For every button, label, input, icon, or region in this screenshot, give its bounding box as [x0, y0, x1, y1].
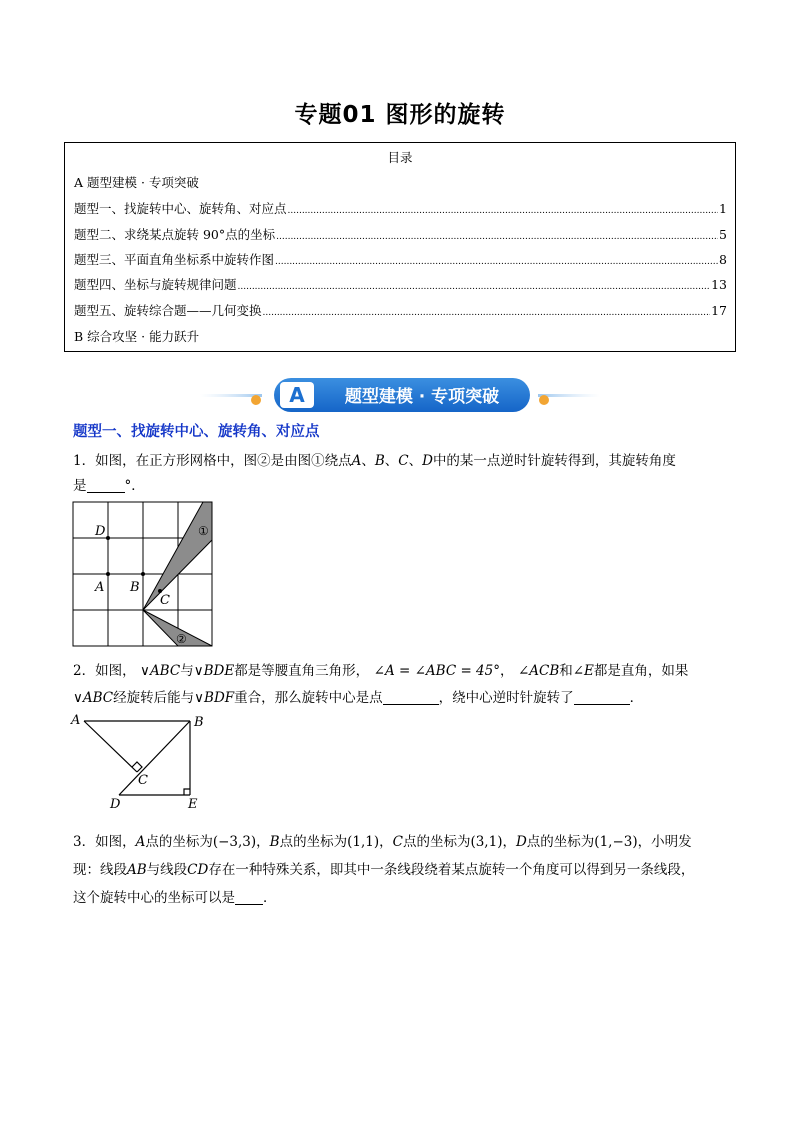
q3-line2: 现：线段AB与线段CD存在一种特殊关系，即其中一条线段绕着某点旋转一个角度可以得到另一条线段，: [73, 862, 695, 878]
q2-line2: ∨ABC经旋转后能与∨BDF重合，那么旋转中心是点 ，绕中心逆时针旋转了 ．: [73, 690, 644, 706]
svg-text:A: A: [95, 580, 105, 595]
toc-item[interactable]: 题型三、平面直角坐标系中旋转作图 ..... 8: [74, 250, 727, 268]
toc-part-a[interactable]: A 题型建模 · 专项突破: [74, 175, 199, 190]
banner-right-dot: [539, 395, 549, 405]
toc-item[interactable]: 题型一、找旋转中心、旋转角、对应点 ..... 1: [74, 199, 727, 217]
toc-item[interactable]: 题型二、求绕某点旋转 90°点的坐标 ..... 5: [74, 225, 727, 243]
svg-text:E: E: [188, 797, 198, 810]
svg-text:②: ②: [176, 632, 187, 646]
svg-text:C: C: [138, 773, 148, 788]
section-banner: [200, 374, 600, 418]
banner-text: 题型建模 · 专项突破: [344, 387, 500, 407]
toc-item[interactable]: 题型四、坐标与旋转规律问题 ..... 13: [74, 275, 727, 293]
q2-answer-blank-1[interactable]: [383, 690, 439, 705]
table-of-contents: [64, 142, 736, 352]
q3-line1: 3．如图，A点的坐标为(−3,3)，B点的坐标为(1,1)，C点的坐标为(3,1)，D点的坐标为(1,−3)，小明发: [73, 834, 692, 850]
svg-text:B: B: [130, 580, 140, 595]
banner-letter: A: [289, 383, 305, 407]
q3-answer-blank[interactable]: [235, 890, 263, 905]
svg-text:D: D: [110, 797, 121, 810]
q1-line2: 是 °．: [73, 478, 145, 494]
q2-triangle-figure: [68, 710, 218, 810]
page-title: 专题01 图形的旋转: [294, 102, 506, 128]
q1-grid-figure: [72, 500, 214, 648]
toc-part-b[interactable]: B 综合攻坚 · 能力跃升: [74, 329, 200, 344]
toc-item[interactable]: 题型五、旋转综合题——几何变换 ..... 17: [74, 301, 727, 319]
q2-line1: 2．如图， ∨ABC与∨BDE都是等腰直角三角形， ∠A = ∠ABC = 45°， ∠ACB和∠E都是直角，如果: [73, 663, 689, 679]
svg-text:①: ①: [198, 524, 209, 538]
section-heading: 题型一、找旋转中心、旋转角、对应点: [73, 424, 320, 440]
q1-answer-blank[interactable]: [87, 478, 125, 493]
svg-text:C: C: [160, 593, 170, 608]
svg-text:B: B: [194, 715, 204, 730]
q2-answer-blank-2[interactable]: [574, 690, 630, 705]
banner-left-dot: [251, 395, 261, 405]
svg-text:A: A: [71, 713, 81, 728]
q3-line3: 这个旋转中心的坐标可以是 ．: [73, 890, 277, 906]
q1-line1: 1．如图，在正方形网格中，图②是由图①绕点A、B、C、D中的某一点逆时针旋转得到，其旋转角度: [73, 453, 676, 469]
toc-heading: 目录: [387, 150, 413, 165]
svg-text:D: D: [95, 524, 106, 539]
